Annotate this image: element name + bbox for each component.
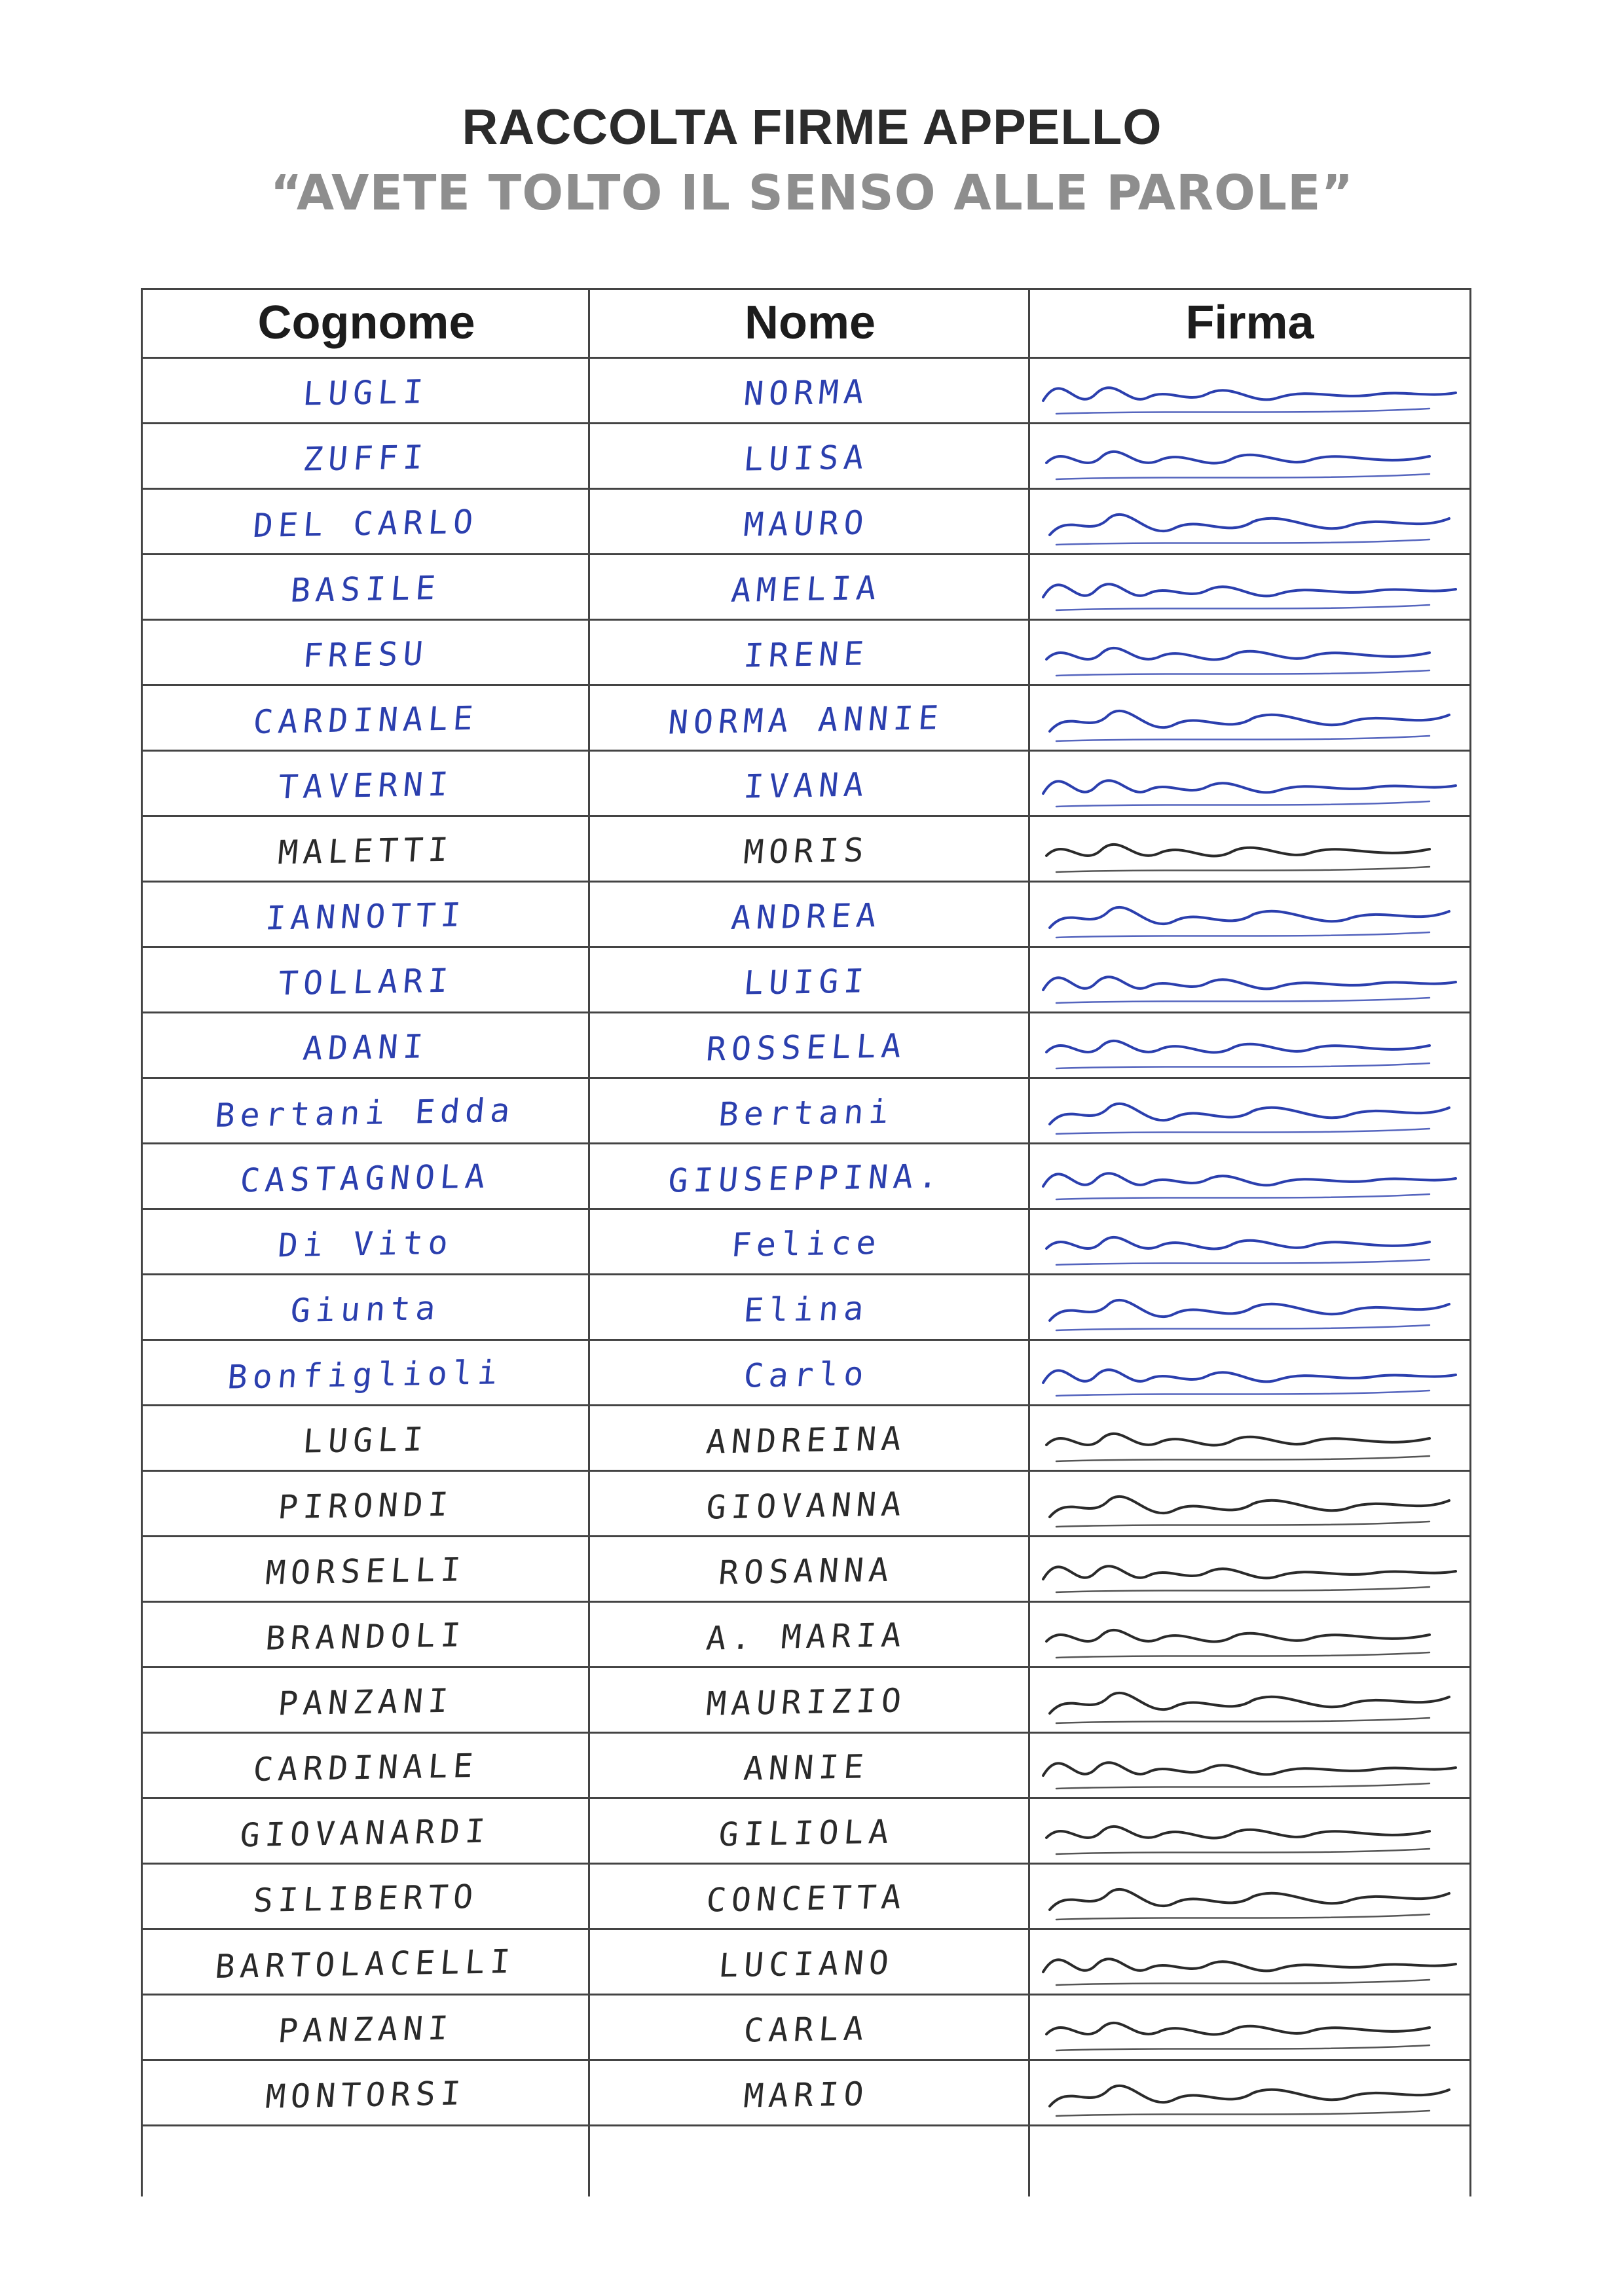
nome-cell [590,1799,1022,1863]
signature-stroke [1037,1802,1462,1862]
signature [1037,558,1462,618]
cognome-text: LUGLI [301,373,430,413]
column-header-firma: Firma [1185,297,1314,349]
cognome-text: Di Vito [276,1223,455,1265]
signature [1037,1147,1462,1207]
signature [1037,885,1462,945]
cognome-cell [149,1275,581,1339]
column-header-cognome: Cognome [257,297,475,349]
nome-text: MAURIZIO [704,1681,908,1723]
signature [1037,492,1462,553]
table-row [143,1210,1469,1275]
signature [1037,361,1462,422]
nome-cell [590,1144,1022,1208]
cognome-text: CASTAGNOLA [238,1157,492,1200]
cognome-cell [149,2061,581,2124]
cognome-text: GIOVANARDI [238,1812,492,1855]
nome-text: IVANA [742,765,870,806]
nome-cell [590,490,1022,553]
column-header-nome: Nome [744,297,876,349]
cognome-text: CARDINALE [251,1747,480,1789]
cognome-cell [149,1799,581,1863]
nome-text: MAURO [742,503,870,544]
nome-text: NORMA ANNIE [667,699,946,742]
signature [1037,820,1462,880]
nome-cell [590,1275,1022,1339]
cognome-text: IANNOTTI [263,896,468,938]
table-row [143,1865,1469,1930]
cognome-cell [149,1013,581,1077]
cognome-cell [149,817,581,881]
table-row [143,490,1469,555]
nome-text: CARLA [742,2009,870,2050]
cognome-cell [149,2126,581,2190]
cognome-text: LUGLI [301,1420,430,1461]
cognome-text: MONTORSI [263,2074,468,2116]
signature [1037,1212,1462,1273]
signature [1037,1082,1462,1142]
cognome-cell [149,621,581,684]
cognome-text: BASILE [288,569,443,610]
signature-stroke [1037,1212,1462,1273]
nome-cell [590,621,1022,684]
table-row [143,686,1469,752]
cognome-text: Bonfiglioli [226,1353,505,1396]
cognome-text: CARDINALE [251,699,480,741]
nome-text: CONCETTA [704,1878,908,1920]
nome-text: ANDREINA [704,1419,908,1461]
cognome-cell [149,1930,581,1994]
nome-cell [590,1734,1022,1797]
signature [1037,1343,1462,1404]
nome-text: NORMA [742,373,870,413]
nome-text: ROSSELLA [704,1027,908,1068]
cognome-text: ZUFFI [301,438,430,479]
cognome-text: PANZANI [276,1681,455,1723]
cognome-text: BRANDOLI [263,1616,468,1658]
table-row [143,1275,1469,1341]
cognome-cell [149,490,581,553]
nome-cell [590,948,1022,1011]
cognome-text: BARTOLACELLI [213,1942,517,1986]
cognome-text: SILIBERTO [251,1878,480,1920]
signature-stroke [1037,820,1462,880]
table-row [143,2126,1469,2196]
table-row [143,555,1469,621]
signature-stroke [1037,1998,1462,2058]
nome-text: ANDREA [729,896,883,937]
nome-cell [590,359,1022,422]
table-row [143,752,1469,817]
signature-stroke [1037,885,1462,945]
table-row [143,1341,1469,1406]
signature [1037,1474,1462,1535]
signature-stroke [1037,492,1462,553]
nome-text: LUISA [742,438,870,479]
cognome-cell [149,948,581,1011]
table-row [143,1668,1469,1734]
signature-stroke [1037,1016,1462,1076]
table-row [143,1079,1469,1144]
signature [1037,623,1462,683]
nome-cell [590,1865,1022,1928]
cognome-cell [149,1537,581,1601]
signature-stroke [1037,427,1462,487]
signature-stroke [1037,2064,1462,2124]
signature-stroke [1037,1605,1462,1666]
nome-text: Elina [742,1289,870,1330]
nome-text: MARIO [742,2075,870,2115]
cognome-text: FRESU [301,634,430,675]
cognome-cell [149,1472,581,1535]
nome-text: GILIOLA [716,1812,896,1854]
signature [1037,1409,1462,1469]
nome-text: GIUSEPPINA. [667,1157,946,1200]
cognome-cell [149,1995,581,2059]
nome-text: GIOVANNA [704,1485,908,1527]
nome-cell [590,1406,1022,1470]
table-row [143,817,1469,883]
nome-cell [590,1930,1022,1994]
nome-cell [590,1603,1022,1666]
nome-cell [590,1210,1022,1273]
cognome-cell [149,686,581,750]
signature-table [141,288,1471,2196]
nome-cell [590,1995,1022,2059]
cognome-cell [149,1734,581,1797]
cognome-text: TOLLARI [276,961,455,1003]
nome-cell [590,1013,1022,1077]
page-subtitle: “AVETE TOLTO IL SENSO ALLE PAROLE” [270,165,1354,221]
signature-stroke [1037,1867,1462,1927]
cognome-cell [149,1668,581,1732]
nome-cell [590,1472,1022,1535]
signature [1037,754,1462,814]
cognome-cell [149,1210,581,1273]
table-header [143,290,1469,359]
nome-cell [590,1668,1022,1732]
cognome-cell [149,1144,581,1208]
signature [1037,1540,1462,1600]
signature-stroke [1037,1474,1462,1535]
nome-cell [590,2126,1022,2190]
nome-cell [590,752,1022,815]
signature-stroke [1037,1147,1462,1207]
nome-text: A. MARIA [704,1616,908,1658]
signature [1037,1933,1462,1993]
nome-cell [590,555,1022,619]
signature-stroke [1037,623,1462,683]
signature-stroke [1037,361,1462,422]
nome-text: Carlo [742,1355,870,1395]
signature-stroke [1037,1082,1462,1142]
signature-stroke [1037,754,1462,814]
nome-cell [590,817,1022,881]
nome-text: Felice [729,1224,883,1264]
table-row [143,1930,1469,1995]
signature [1037,1802,1462,1862]
table-row [143,1144,1469,1210]
cognome-cell [149,883,581,946]
cognome-cell [149,1079,581,1142]
cognome-cell [149,752,581,815]
table-row [143,2061,1469,2126]
table-body [143,359,1469,2196]
table-row [143,359,1469,424]
cognome-text: PANZANI [276,2009,455,2050]
signature-stroke [1037,1343,1462,1404]
nome-cell [590,424,1022,488]
table-row [143,1537,1469,1603]
cognome-text: PIRONDI [276,1485,455,1527]
table-row [143,1734,1469,1799]
nome-cell [590,686,1022,750]
cognome-text: Giunta [288,1289,443,1330]
cognome-text: MALETTI [276,830,455,872]
cognome-cell [149,555,581,619]
nome-text: ANNIE [742,1747,870,1788]
signature-stroke [1037,1736,1462,1796]
signature [1037,1998,1462,2058]
cognome-text: Bertani Edda [213,1091,517,1135]
table-row [143,948,1469,1013]
nome-cell [590,1341,1022,1404]
signature [1037,951,1462,1011]
cognome-cell [149,1406,581,1470]
nome-text: IRENE [742,634,870,675]
signature-stroke [1037,1671,1462,1731]
signature-stroke [1037,951,1462,1011]
cognome-cell [149,1603,581,1666]
table-row [143,883,1469,948]
cognome-text: MORSELLI [263,1550,468,1592]
table-row [143,1995,1469,2061]
signature [1037,1016,1462,1076]
signature-stroke [1037,1409,1462,1469]
nome-text: LUIGI [742,962,870,1002]
nome-cell [590,883,1022,946]
nome-cell [590,1079,1022,1142]
table-row [143,424,1469,490]
table-row [143,1799,1469,1865]
table-row [143,1406,1469,1472]
nome-cell [590,1537,1022,1601]
signature [1037,689,1462,749]
signature-stroke [1037,1540,1462,1600]
nome-text: MORIS [742,831,870,871]
table-row [143,1472,1469,1537]
nome-text: Bertani [716,1092,896,1134]
nome-text: LUCIANO [716,1943,896,1985]
table-row [143,621,1469,686]
signature-stroke [1037,1933,1462,1993]
signature [1037,427,1462,487]
cognome-cell [149,1865,581,1928]
cognome-cell [149,359,581,422]
nome-cell [590,2061,1022,2124]
page-title: RACCOLTA FIRME APPELLO [462,100,1162,155]
cognome-text: DEL CARLO [251,503,480,545]
table-row [143,1603,1469,1668]
signature [1037,1867,1462,1927]
signature [1037,1736,1462,1796]
signature [1037,1671,1462,1731]
nome-text: AMELIA [729,569,883,610]
signature [1037,2064,1462,2124]
cognome-text: ADANI [301,1027,430,1068]
signature [1037,1278,1462,1338]
signature [1037,1605,1462,1666]
cognome-cell [149,424,581,488]
cognome-cell [149,1341,581,1404]
signature-stroke [1037,1278,1462,1338]
table-row [143,1013,1469,1079]
cognome-text: TAVERNI [276,765,455,807]
signature-stroke [1037,689,1462,749]
signature-stroke [1037,558,1462,618]
nome-text: ROSANNA [716,1550,896,1592]
